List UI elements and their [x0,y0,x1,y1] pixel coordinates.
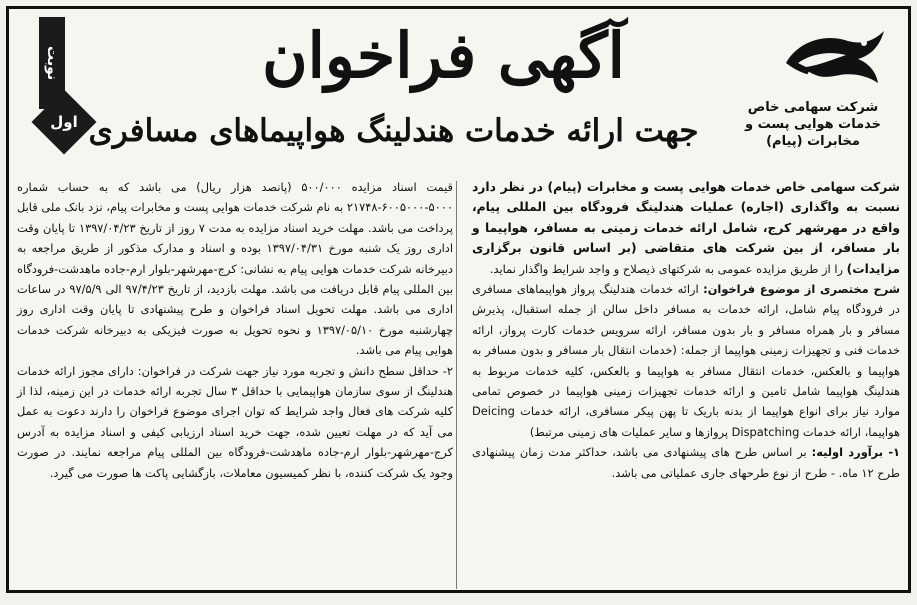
body-left-column [17,177,453,483]
column-divider [456,181,457,589]
body-right-column [472,177,900,483]
announcement-header [9,9,908,177]
turn-label: نوبت [44,45,60,81]
summary-text: ارائه خدمات هندلینگ پرواز هواپیماهای مسافری در فرودگاه پیام شامل، ارائه خدمات به مسافر داخل سالن از جمله استقبال، پذیرش مسافر و بار همراه مسافر و بار بدون مسافر، ارائه سرویس خدمات کارت پرواز، ارائه خدمات فنی و تجهیزات زمینی هواپیما از جمله: (خدمات انتقال بار مسافر و بدون مسافر به هواپیما و بالعکس، خدمات انتقال مسافر به هواپیما و بالعکس، کلیه خدمات مربوط به هندلینگ هواپیما شامل تامین و ارائه خدمات تجهیزات زمینی هواپیما در خصوص تمامی موارد نیاز برای انواع هواپیما از بدنه باریک تا پهن پیکر مسافری، ارائه خدمات Deicing هواپیما، ارائه خدمات Dispatching پروازها و سایر عملیات های زمینی مرتبط) [472,282,900,439]
bird-logo-icon [778,23,890,93]
estimate-heading: ۱- برآورد اولیه: [811,445,900,460]
company-name: شرکت سهامی خاص خدمات هوایی پست و مخابرات (پیام) [744,100,882,149]
round-label: اول [50,113,78,131]
page-title: آگهی فراخوان [262,19,625,92]
estimate-paragraph [472,442,900,483]
intro-tail: را از طریق مزایده عمومی به شرکتهای ذیصلاح و واجد شرایط واگذار نماید. [489,261,843,276]
intro-lead: شرکت سهامی خاص خدمات هوایی پست و مخابرات (پیام) در نظر دارد نسبت به واگذاری (اجاره) عملیات هندلینگ فرودگاه بین المللی پیام، واقع در مهرشهر کرج، شامل ارائه خدمات زمینی به مسافر، هواپیما و بار مسافر، از بین شرکت های متقاضی (بر اساس قانون برگزاری مزایدات) [472,180,900,276]
page-subtitle: جهت ارائه خدمات هندلینگ هواپیماهای مسافری [88,113,699,149]
price-paragraph: قیمت اسناد مزایده ۵۰۰/۰۰۰ (پانصد هزار ریال) می باشد که به حساب شماره ۵۰۰۰-۶۰۰۵۰۰۰-۲۱۷۴۸ به نام شرکت خدمات هوایی پست و مخابرات پیام، نزد بانک ملی قابل پرداخت می باشد. مهلت خرید اسناد مزایده به مدت ۷ روز از تاریخ ۱۳۹۷/۰۴/۲۳ تا پایان وقت اداری روز یک شنبه مورخ ۱۳۹۷/۰۴/۳۱ بوده و اسناد و مدارک مذکور از طریق مراجعه به دبیرخانه شرکت خدمات هوایی پیام به نشانی: کرج-مهرشهر-بلوار ارم-جاده ماهدشت-فرودگاه بین المللی پیام قابل دریافت می باشد. مهلت بازدید، از تاریخ ۹۷/۴/۲۳ الی ۹۷/۵/۹ در ساعات اداری می باشد. مهلت تحویل اسناد فراخوان و طرح پیشنهادی تا پایان وقت اداری روز چهارشنبه مورخ ۱۳۹۷/۰۵/۱۰ و نحوه تحویل به صورت فیزیکی به دبیرخانه شرکت خدمات هوایی پیام می باشد. [17,180,453,358]
estimate-text: بر اساس طرح های پیشنهادی می باشد، حداکثر مدت زمان پیشنهادی طرح ۱۲ ماه. - طرح از نوع طرحهای جاری عملیاتی می باشد. [472,445,900,480]
summary-paragraph [472,279,900,442]
summary-heading: شرح مختصری از موضوع فراخوان: [703,282,900,297]
requirements-paragraph: ۲- حداقل سطح دانش و تجربه مورد نیاز جهت شرکت در فراخوان: دارای مجوز ارائه خدمات هندلینگ از سوی سازمان هواپیمایی با حداقل ۳ سال تجربه ارائه خدمات در این زمینه، لذا از کلیه شرکت های فعال واجد شرایط که توان اجرای موضوع فراخوان را دارند دعوت به عمل می آید که در مهلت تعیین شده، جهت خرید اسناد ارزیابی کیفی و اسناد مزایده به آدرس کرج-مهرشهر-بلوار ارم-جاده ماهدشت-فرودگاه بین المللی پیام مراجعه نمایند. در صورت وجود یک شرکت کننده، با نظر کمیسیون معاملات، بازگشایی پاکت ها صورت می گیرد. [17,363,453,480]
intro-paragraph [472,177,900,279]
announcement-page [6,6,911,593]
